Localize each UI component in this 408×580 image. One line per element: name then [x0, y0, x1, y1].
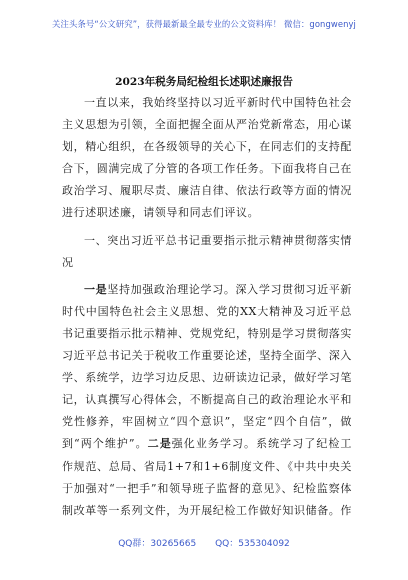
footer-qq: QQ：535304092 — [215, 539, 290, 549]
footer-contacts — [0, 536, 408, 549]
lead-2: 二是 — [147, 437, 172, 451]
text-1: 坚持加强政治理论学习。深入学习贯彻习近平新时代中国特色社会主义思想、党的XX大精神及习近平总书记重要指示批示精神、党规党纪，特别是学习贯彻落实习近平总书记关于税收工作重要论述，坚持全面学、深入学、系统学，边学习边反思、边研读边记录，做好学习笔记，认真撰写心得体会，不断提高自己的政治理论水平和党性修养，牢固树立“四个意识”，坚定“四个自信”，做到“两个维护”。 — [62, 282, 352, 451]
lead-1: 一是 — [84, 282, 108, 296]
text-2: 强化业务学习。系统学习了纪检工作规范、总局、省局1+7和1+6制度文件、《中共中央关于加强对“一把手”和领导班子监督的意见》、纪检监察体制改革等一系列文件，为开展纪检工作做好知识储备。作 — [62, 437, 353, 517]
top-banner: 关注头条号“公文研究”，获得最新最全最专业的公文资料库！ 微信：gongwenyj — [52, 19, 356, 29]
document-title: 2023年税务局纪检组长述职述廉报告 — [115, 76, 293, 88]
document-body — [62, 92, 352, 522]
intro-paragraph: 一直以来，我始终坚持以习近平新时代中国特色社会主义思想为引领，全面把握全面从严治党新常态，用心谋划，精心组织，在各级领导的关心下，在同志们的支持配合下，圆满完成了分管的各项工作任务。下面我将自己在政治学习、履职尽责、廉洁自律、依法行政等方面的情况进行述职述廉，请领导和同志们评议。 — [62, 96, 352, 220]
section-1-paragraph — [62, 279, 352, 522]
section-1-heading: 一、突出习近平总书记重要指示批示精神贯彻落实情况 — [62, 233, 352, 269]
footer-qq-group: QQ群：30265665 — [118, 539, 197, 549]
